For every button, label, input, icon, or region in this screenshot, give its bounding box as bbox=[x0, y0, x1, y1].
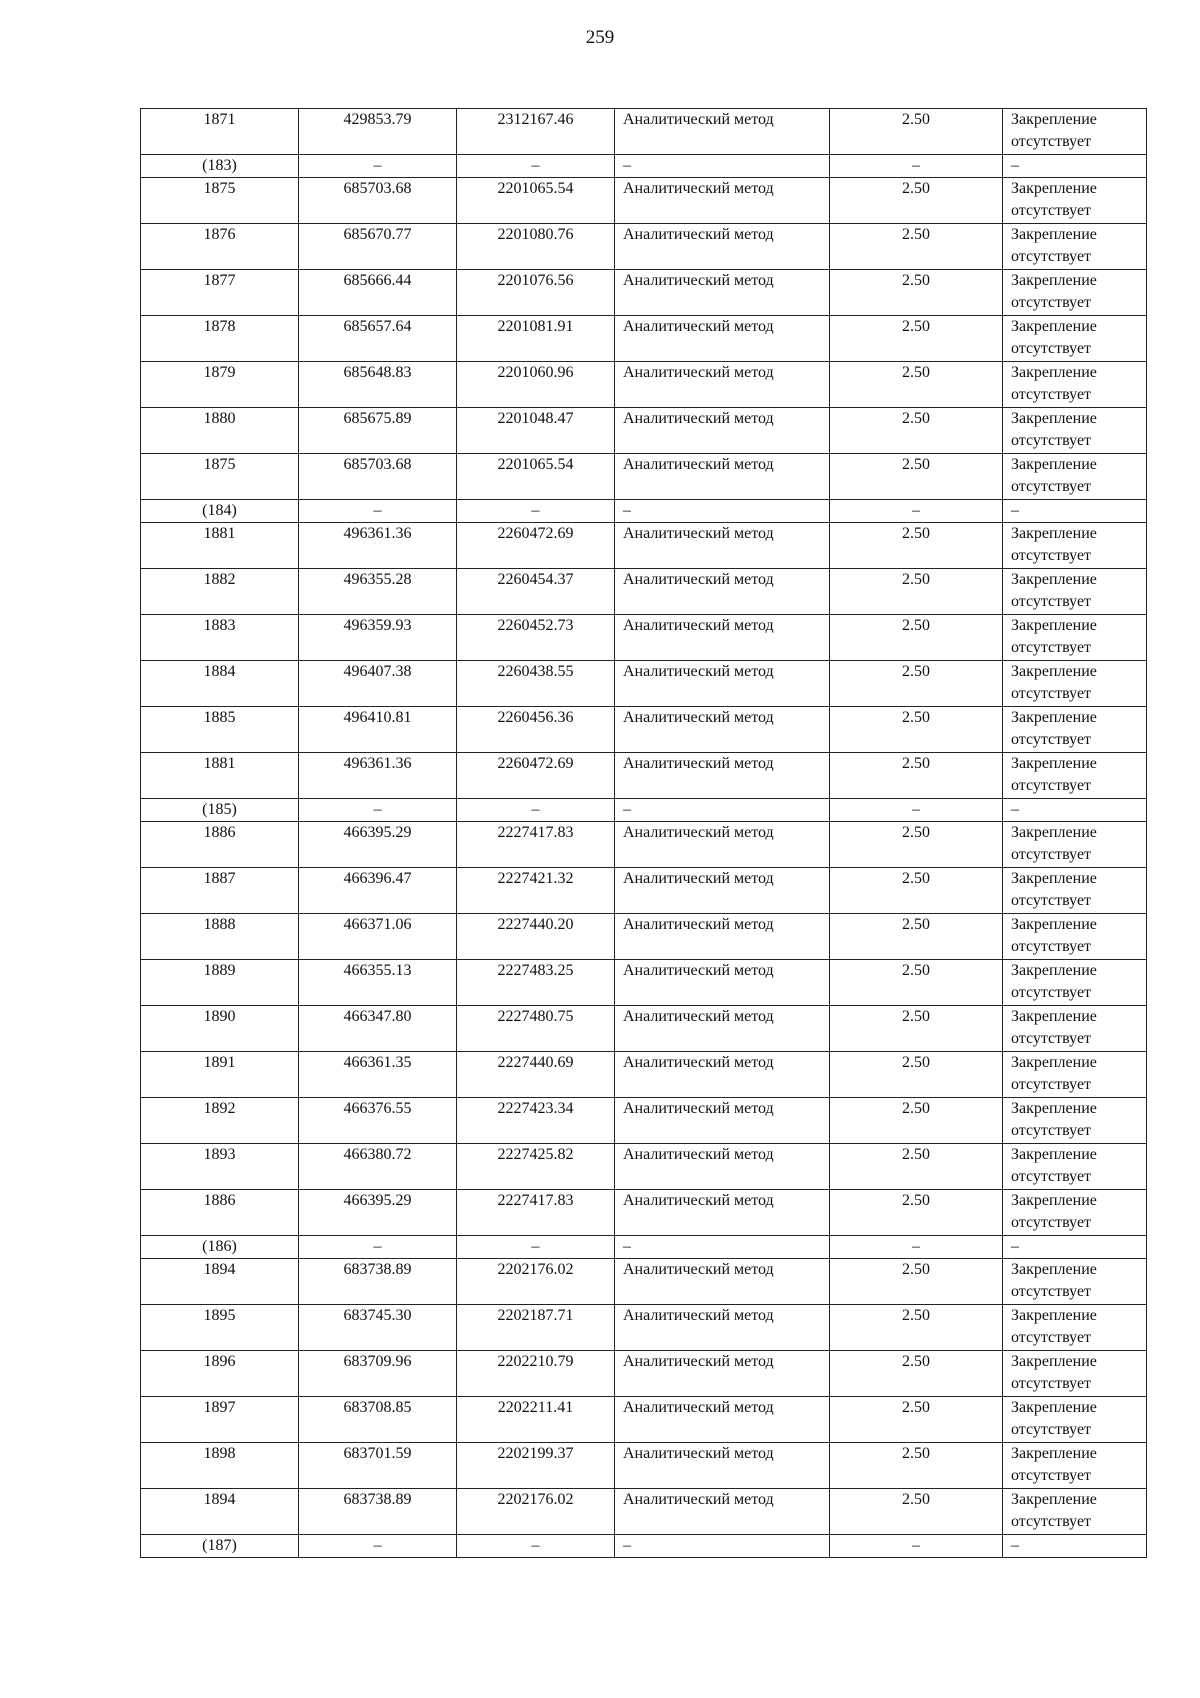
accuracy-cell: 2.50 bbox=[830, 408, 1003, 454]
point-number-cell: 1882 bbox=[141, 569, 299, 615]
fixing-cell: Закрепление отсутствует bbox=[1003, 178, 1147, 224]
section-header-row bbox=[141, 1535, 1147, 1558]
table-row bbox=[141, 1489, 1147, 1535]
accuracy-cell: 2.50 bbox=[830, 178, 1003, 224]
fixing-cell: Закрепление отсутствует bbox=[1003, 1443, 1147, 1489]
x-coordinate-cell: 496361.36 bbox=[299, 523, 457, 569]
dash-cell: – bbox=[615, 1236, 830, 1259]
fixing-cell: Закрепление отсутствует bbox=[1003, 109, 1147, 155]
table-row bbox=[141, 661, 1147, 707]
point-number-cell: 1897 bbox=[141, 1397, 299, 1443]
y-coordinate-cell: 2260456.36 bbox=[457, 707, 615, 753]
accuracy-cell: 2.50 bbox=[830, 1098, 1003, 1144]
dash-cell: – bbox=[299, 1236, 457, 1259]
table-row bbox=[141, 1443, 1147, 1489]
fixing-cell: Закрепление отсутствует bbox=[1003, 1098, 1147, 1144]
fixing-cell: Закрепление отсутствует bbox=[1003, 661, 1147, 707]
method-cell: Аналитический метод bbox=[615, 1443, 830, 1489]
table-row bbox=[141, 1144, 1147, 1190]
accuracy-cell: 2.50 bbox=[830, 569, 1003, 615]
dash-cell: – bbox=[1003, 799, 1147, 822]
point-number-cell: 1892 bbox=[141, 1098, 299, 1144]
dash-cell: – bbox=[299, 1535, 457, 1558]
table-row bbox=[141, 224, 1147, 270]
accuracy-cell: 2.50 bbox=[830, 270, 1003, 316]
dash-cell: – bbox=[615, 155, 830, 178]
section-header-row bbox=[141, 500, 1147, 523]
table-row bbox=[141, 1052, 1147, 1098]
table-row bbox=[141, 707, 1147, 753]
x-coordinate-cell: 683745.30 bbox=[299, 1305, 457, 1351]
y-coordinate-cell: 2202176.02 bbox=[457, 1489, 615, 1535]
coordinates-table-body bbox=[141, 109, 1147, 1558]
x-coordinate-cell: 683738.89 bbox=[299, 1489, 457, 1535]
dash-cell: – bbox=[615, 500, 830, 523]
accuracy-cell: 2.50 bbox=[830, 454, 1003, 500]
fixing-cell: Закрепление отсутствует bbox=[1003, 523, 1147, 569]
method-cell: Аналитический метод bbox=[615, 109, 830, 155]
fixing-cell: Закрепление отсутствует bbox=[1003, 224, 1147, 270]
dash-cell: – bbox=[830, 155, 1003, 178]
point-number-cell: 1880 bbox=[141, 408, 299, 454]
dash-cell: – bbox=[830, 1535, 1003, 1558]
x-coordinate-cell: 429853.79 bbox=[299, 109, 457, 155]
y-coordinate-cell: 2202210.79 bbox=[457, 1351, 615, 1397]
table-row bbox=[141, 1259, 1147, 1305]
x-coordinate-cell: 683708.85 bbox=[299, 1397, 457, 1443]
method-cell: Аналитический метод bbox=[615, 1259, 830, 1305]
point-number-cell: 1888 bbox=[141, 914, 299, 960]
fixing-cell: Закрепление отсутствует bbox=[1003, 615, 1147, 661]
y-coordinate-cell: 2227483.25 bbox=[457, 960, 615, 1006]
point-number-cell: 1889 bbox=[141, 960, 299, 1006]
x-coordinate-cell: 496355.28 bbox=[299, 569, 457, 615]
point-number-cell: 1883 bbox=[141, 615, 299, 661]
point-number-cell: 1895 bbox=[141, 1305, 299, 1351]
fixing-cell: Закрепление отсутствует bbox=[1003, 914, 1147, 960]
x-coordinate-cell: 466355.13 bbox=[299, 960, 457, 1006]
method-cell: Аналитический метод bbox=[615, 753, 830, 799]
x-coordinate-cell: 466396.47 bbox=[299, 868, 457, 914]
y-coordinate-cell: 2260438.55 bbox=[457, 661, 615, 707]
accuracy-cell: 2.50 bbox=[830, 109, 1003, 155]
point-number-cell: 1893 bbox=[141, 1144, 299, 1190]
fixing-cell: Закрепление отсутствует bbox=[1003, 408, 1147, 454]
point-number-cell: 1894 bbox=[141, 1259, 299, 1305]
x-coordinate-cell: 496410.81 bbox=[299, 707, 457, 753]
method-cell: Аналитический метод bbox=[615, 1397, 830, 1443]
accuracy-cell: 2.50 bbox=[830, 1006, 1003, 1052]
accuracy-cell: 2.50 bbox=[830, 1397, 1003, 1443]
dash-cell: – bbox=[457, 1236, 615, 1259]
fixing-cell: Закрепление отсутствует bbox=[1003, 1351, 1147, 1397]
dash-cell: – bbox=[1003, 1236, 1147, 1259]
point-number-cell: 1885 bbox=[141, 707, 299, 753]
method-cell: Аналитический метод bbox=[615, 960, 830, 1006]
table-row bbox=[141, 1006, 1147, 1052]
dash-cell: – bbox=[299, 799, 457, 822]
dash-cell: – bbox=[1003, 155, 1147, 178]
coordinates-table bbox=[140, 108, 1147, 1558]
accuracy-cell: 2.50 bbox=[830, 822, 1003, 868]
y-coordinate-cell: 2227425.82 bbox=[457, 1144, 615, 1190]
table-row bbox=[141, 1305, 1147, 1351]
y-coordinate-cell: 2201065.54 bbox=[457, 178, 615, 224]
accuracy-cell: 2.50 bbox=[830, 753, 1003, 799]
y-coordinate-cell: 2227440.69 bbox=[457, 1052, 615, 1098]
x-coordinate-cell: 496407.38 bbox=[299, 661, 457, 707]
x-coordinate-cell: 466376.55 bbox=[299, 1098, 457, 1144]
fixing-cell: Закрепление отсутствует bbox=[1003, 270, 1147, 316]
table-row bbox=[141, 408, 1147, 454]
fixing-cell: Закрепление отсутствует bbox=[1003, 960, 1147, 1006]
y-coordinate-cell: 2202187.71 bbox=[457, 1305, 615, 1351]
x-coordinate-cell: 685666.44 bbox=[299, 270, 457, 316]
y-coordinate-cell: 2227417.83 bbox=[457, 1190, 615, 1236]
method-cell: Аналитический метод bbox=[615, 1052, 830, 1098]
y-coordinate-cell: 2202211.41 bbox=[457, 1397, 615, 1443]
y-coordinate-cell: 2201081.91 bbox=[457, 316, 615, 362]
table-row bbox=[141, 1351, 1147, 1397]
y-coordinate-cell: 2227417.83 bbox=[457, 822, 615, 868]
method-cell: Аналитический метод bbox=[615, 523, 830, 569]
accuracy-cell: 2.50 bbox=[830, 1259, 1003, 1305]
method-cell: Аналитический метод bbox=[615, 914, 830, 960]
method-cell: Аналитический метод bbox=[615, 178, 830, 224]
dash-cell: – bbox=[299, 500, 457, 523]
point-number-cell: 1894 bbox=[141, 1489, 299, 1535]
dash-cell: – bbox=[830, 500, 1003, 523]
accuracy-cell: 2.50 bbox=[830, 1443, 1003, 1489]
fixing-cell: Закрепление отсутствует bbox=[1003, 1489, 1147, 1535]
x-coordinate-cell: 685670.77 bbox=[299, 224, 457, 270]
point-number-cell: 1891 bbox=[141, 1052, 299, 1098]
method-cell: Аналитический метод bbox=[615, 362, 830, 408]
y-coordinate-cell: 2227421.32 bbox=[457, 868, 615, 914]
y-coordinate-cell: 2227480.75 bbox=[457, 1006, 615, 1052]
dash-cell: – bbox=[457, 799, 615, 822]
x-coordinate-cell: 466395.29 bbox=[299, 1190, 457, 1236]
section-header-row bbox=[141, 1236, 1147, 1259]
table-row bbox=[141, 316, 1147, 362]
y-coordinate-cell: 2201080.76 bbox=[457, 224, 615, 270]
x-coordinate-cell: 683709.96 bbox=[299, 1351, 457, 1397]
section-label-cell: (186) bbox=[141, 1236, 299, 1259]
table-row bbox=[141, 615, 1147, 661]
page-number: 259 bbox=[585, 27, 615, 48]
table-row bbox=[141, 523, 1147, 569]
x-coordinate-cell: 466347.80 bbox=[299, 1006, 457, 1052]
dash-cell: – bbox=[830, 1236, 1003, 1259]
accuracy-cell: 2.50 bbox=[830, 1351, 1003, 1397]
table-row bbox=[141, 1397, 1147, 1443]
point-number-cell: 1876 bbox=[141, 224, 299, 270]
point-number-cell: 1881 bbox=[141, 753, 299, 799]
section-label-cell: (187) bbox=[141, 1535, 299, 1558]
point-number-cell: 1884 bbox=[141, 661, 299, 707]
accuracy-cell: 2.50 bbox=[830, 1190, 1003, 1236]
table-row bbox=[141, 1190, 1147, 1236]
section-label-cell: (185) bbox=[141, 799, 299, 822]
table-row bbox=[141, 569, 1147, 615]
table-row bbox=[141, 270, 1147, 316]
fixing-cell: Закрепление отсутствует bbox=[1003, 1006, 1147, 1052]
fixing-cell: Закрепление отсутствует bbox=[1003, 362, 1147, 408]
point-number-cell: 1871 bbox=[141, 109, 299, 155]
method-cell: Аналитический метод bbox=[615, 822, 830, 868]
method-cell: Аналитический метод bbox=[615, 408, 830, 454]
method-cell: Аналитический метод bbox=[615, 270, 830, 316]
y-coordinate-cell: 2260472.69 bbox=[457, 523, 615, 569]
accuracy-cell: 2.50 bbox=[830, 707, 1003, 753]
y-coordinate-cell: 2201048.47 bbox=[457, 408, 615, 454]
point-number-cell: 1877 bbox=[141, 270, 299, 316]
table-row bbox=[141, 960, 1147, 1006]
fixing-cell: Закрепление отсутствует bbox=[1003, 1144, 1147, 1190]
table-row bbox=[141, 109, 1147, 155]
fixing-cell: Закрепление отсутствует bbox=[1003, 1305, 1147, 1351]
dash-cell: – bbox=[830, 799, 1003, 822]
x-coordinate-cell: 496359.93 bbox=[299, 615, 457, 661]
fixing-cell: Закрепление отсутствует bbox=[1003, 1259, 1147, 1305]
x-coordinate-cell: 466371.06 bbox=[299, 914, 457, 960]
accuracy-cell: 2.50 bbox=[830, 224, 1003, 270]
fixing-cell: Закрепление отсутствует bbox=[1003, 316, 1147, 362]
y-coordinate-cell: 2201065.54 bbox=[457, 454, 615, 500]
table-row bbox=[141, 914, 1147, 960]
table-row bbox=[141, 454, 1147, 500]
x-coordinate-cell: 685703.68 bbox=[299, 454, 457, 500]
y-coordinate-cell: 2201076.56 bbox=[457, 270, 615, 316]
point-number-cell: 1878 bbox=[141, 316, 299, 362]
method-cell: Аналитический метод bbox=[615, 1144, 830, 1190]
fixing-cell: Закрепление отсутствует bbox=[1003, 753, 1147, 799]
point-number-cell: 1875 bbox=[141, 454, 299, 500]
method-cell: Аналитический метод bbox=[615, 224, 830, 270]
table-row bbox=[141, 868, 1147, 914]
accuracy-cell: 2.50 bbox=[830, 914, 1003, 960]
fixing-cell: Закрепление отсутствует bbox=[1003, 454, 1147, 500]
y-coordinate-cell: 2312167.46 bbox=[457, 109, 615, 155]
x-coordinate-cell: 683701.59 bbox=[299, 1443, 457, 1489]
method-cell: Аналитический метод bbox=[615, 1190, 830, 1236]
table-row bbox=[141, 753, 1147, 799]
section-label-cell: (184) bbox=[141, 500, 299, 523]
dash-cell: – bbox=[615, 799, 830, 822]
method-cell: Аналитический метод bbox=[615, 1098, 830, 1144]
point-number-cell: 1890 bbox=[141, 1006, 299, 1052]
method-cell: Аналитический метод bbox=[615, 1351, 830, 1397]
x-coordinate-cell: 466361.35 bbox=[299, 1052, 457, 1098]
section-header-row bbox=[141, 799, 1147, 822]
x-coordinate-cell: 683738.89 bbox=[299, 1259, 457, 1305]
dash-cell: – bbox=[457, 1535, 615, 1558]
fixing-cell: Закрепление отсутствует bbox=[1003, 707, 1147, 753]
y-coordinate-cell: 2201060.96 bbox=[457, 362, 615, 408]
point-number-cell: 1887 bbox=[141, 868, 299, 914]
x-coordinate-cell: 685675.89 bbox=[299, 408, 457, 454]
accuracy-cell: 2.50 bbox=[830, 1144, 1003, 1190]
method-cell: Аналитический метод bbox=[615, 454, 830, 500]
dash-cell: – bbox=[299, 155, 457, 178]
accuracy-cell: 2.50 bbox=[830, 1052, 1003, 1098]
table-row bbox=[141, 362, 1147, 408]
method-cell: Аналитический метод bbox=[615, 1006, 830, 1052]
dash-cell: – bbox=[1003, 500, 1147, 523]
accuracy-cell: 2.50 bbox=[830, 1305, 1003, 1351]
y-coordinate-cell: 2260452.73 bbox=[457, 615, 615, 661]
x-coordinate-cell: 685657.64 bbox=[299, 316, 457, 362]
accuracy-cell: 2.50 bbox=[830, 868, 1003, 914]
dash-cell: – bbox=[1003, 1535, 1147, 1558]
accuracy-cell: 2.50 bbox=[830, 1489, 1003, 1535]
point-number-cell: 1881 bbox=[141, 523, 299, 569]
point-number-cell: 1896 bbox=[141, 1351, 299, 1397]
fixing-cell: Закрепление отсутствует bbox=[1003, 822, 1147, 868]
point-number-cell: 1879 bbox=[141, 362, 299, 408]
y-coordinate-cell: 2202199.37 bbox=[457, 1443, 615, 1489]
method-cell: Аналитический метод bbox=[615, 1305, 830, 1351]
section-header-row bbox=[141, 155, 1147, 178]
accuracy-cell: 2.50 bbox=[830, 523, 1003, 569]
point-number-cell: 1898 bbox=[141, 1443, 299, 1489]
method-cell: Аналитический метод bbox=[615, 615, 830, 661]
fixing-cell: Закрепление отсутствует bbox=[1003, 569, 1147, 615]
accuracy-cell: 2.50 bbox=[830, 661, 1003, 707]
fixing-cell: Закрепление отсутствует bbox=[1003, 1190, 1147, 1236]
accuracy-cell: 2.50 bbox=[830, 615, 1003, 661]
fixing-cell: Закрепление отсутствует bbox=[1003, 1052, 1147, 1098]
accuracy-cell: 2.50 bbox=[830, 960, 1003, 1006]
method-cell: Аналитический метод bbox=[615, 1489, 830, 1535]
method-cell: Аналитический метод bbox=[615, 316, 830, 362]
method-cell: Аналитический метод bbox=[615, 569, 830, 615]
y-coordinate-cell: 2260454.37 bbox=[457, 569, 615, 615]
method-cell: Аналитический метод bbox=[615, 661, 830, 707]
fixing-cell: Закрепление отсутствует bbox=[1003, 1397, 1147, 1443]
table-row bbox=[141, 178, 1147, 224]
dash-cell: – bbox=[615, 1535, 830, 1558]
x-coordinate-cell: 685703.68 bbox=[299, 178, 457, 224]
fixing-cell: Закрепление отсутствует bbox=[1003, 868, 1147, 914]
table-row bbox=[141, 822, 1147, 868]
accuracy-cell: 2.50 bbox=[830, 362, 1003, 408]
section-label-cell: (183) bbox=[141, 155, 299, 178]
table-row bbox=[141, 1098, 1147, 1144]
x-coordinate-cell: 466380.72 bbox=[299, 1144, 457, 1190]
x-coordinate-cell: 466395.29 bbox=[299, 822, 457, 868]
accuracy-cell: 2.50 bbox=[830, 316, 1003, 362]
x-coordinate-cell: 685648.83 bbox=[299, 362, 457, 408]
y-coordinate-cell: 2202176.02 bbox=[457, 1259, 615, 1305]
x-coordinate-cell: 496361.36 bbox=[299, 753, 457, 799]
method-cell: Аналитический метод bbox=[615, 868, 830, 914]
point-number-cell: 1886 bbox=[141, 822, 299, 868]
point-number-cell: 1875 bbox=[141, 178, 299, 224]
dash-cell: – bbox=[457, 500, 615, 523]
method-cell: Аналитический метод bbox=[615, 707, 830, 753]
y-coordinate-cell: 2260472.69 bbox=[457, 753, 615, 799]
point-number-cell: 1886 bbox=[141, 1190, 299, 1236]
y-coordinate-cell: 2227440.20 bbox=[457, 914, 615, 960]
y-coordinate-cell: 2227423.34 bbox=[457, 1098, 615, 1144]
dash-cell: – bbox=[457, 155, 615, 178]
